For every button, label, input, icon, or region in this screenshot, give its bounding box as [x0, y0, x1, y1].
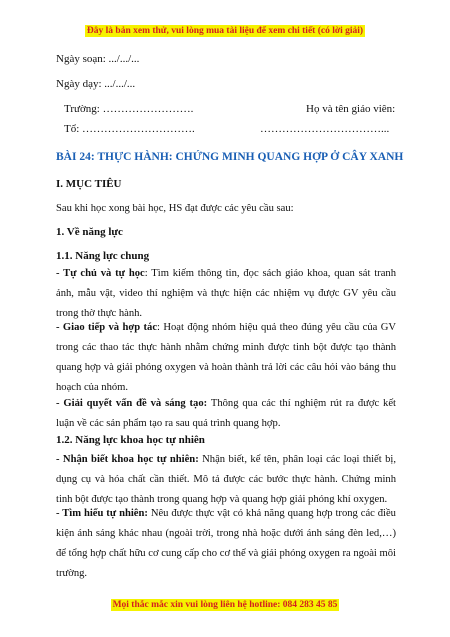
teacher-name-label: Họ và tên giáo viên:: [306, 103, 396, 115]
paragraph-communication: [56, 318, 396, 398]
subsection-competence: 1. Về năng lực: [56, 226, 123, 238]
paragraph-text: Nêu được thực vật có khả năng quang hợp trong các điều kiện ánh sáng khác nhau (ngoài trời, trong nhà hoặc dưới ánh sáng đèn led,…) để tổng hợp chất hữu cơ cung cấp cho cơ thể và giải phóng oxygen ra ngoài môi trường.: [56, 508, 396, 579]
hotline-banner-text: Mọi thắc mắc xin vui lòng liên hệ hotline: 084 283 45 85: [112, 600, 338, 610]
paragraph-text: : Hoạt động nhóm hiệu quả theo đúng yêu cầu của GV trong các thao tác thực hành nhằm chứng minh được tinh bột được tạo thành quang hợp và giải phóng oxygen và hoàn thành trả lời các câu hỏi vào bảng thu hoạch của nhóm.: [56, 322, 396, 393]
paragraph-lead: - Tìm hiểu tự nhiên:: [56, 508, 148, 519]
paragraph-text: : Tìm kiếm thông tin, đọc sách giáo khoa, quan sát tranh ảnh, mẫu vật, video thí nghiệm và thực hiện các nhiệm vụ được GV yêu cầu trong thờ thực hành.: [56, 268, 396, 319]
preview-banner-text: Đây là bản xem thử, vui lòng mua tài liệu để xem chi tiết (có lời giải): [86, 26, 364, 36]
paragraph-explore-nature: [56, 504, 396, 584]
paragraph-lead: - Giao tiếp và hợp tác: [56, 322, 158, 333]
prep-date: Ngày soạn: .../.../...: [56, 53, 140, 65]
teacher-name-field: ……………………………...: [260, 123, 390, 135]
paragraph-text: Nhận biết, kể tên, phân loại các loại thiết bị, dụng cụ và hóa chất cần thiết. Mô tả được các bước thực hành. Chứng minh tinh bột được tạo thành trong quang hợp và quang hợp giải phóng khí oxygen.: [56, 454, 396, 505]
paragraph-text: Thông qua các thí nghiệm rút ra được kết luận về các sản phẩm tạo ra sau quá trình quang hợp.: [56, 398, 396, 429]
subsection-science-competence: 1.2. Năng lực khoa học tự nhiên: [56, 434, 205, 446]
school-field: Trường: …………………….: [64, 103, 194, 115]
paragraph-self-study: [56, 264, 396, 324]
paragraph-lead: - Giải quyết vấn đề và sáng tạo:: [56, 398, 208, 409]
preview-banner: [0, 26, 450, 36]
intro-text: Sau khi học xong bài học, HS đạt được các yêu cầu sau:: [56, 203, 294, 214]
section-objectives: I. MỤC TIÊU: [56, 178, 122, 190]
paragraph-science-awareness: [56, 450, 396, 510]
paragraph-problem-solving: [56, 394, 396, 434]
teach-date: Ngày dạy: .../.../...: [56, 78, 136, 90]
paragraph-lead: - Tự chủ và tự học: [56, 268, 145, 279]
lesson-title: BÀI 24: THỰC HÀNH: CHỨNG MINH QUANG HỢP Ở CÂY XANH: [56, 151, 404, 163]
subsection-general-competence: 1.1. Năng lực chung: [56, 250, 150, 262]
department-field: Tổ: ………………………….: [64, 123, 195, 135]
paragraph-lead: - Nhận biết khoa học tự nhiên:: [56, 454, 199, 465]
hotline-banner: [0, 600, 450, 610]
